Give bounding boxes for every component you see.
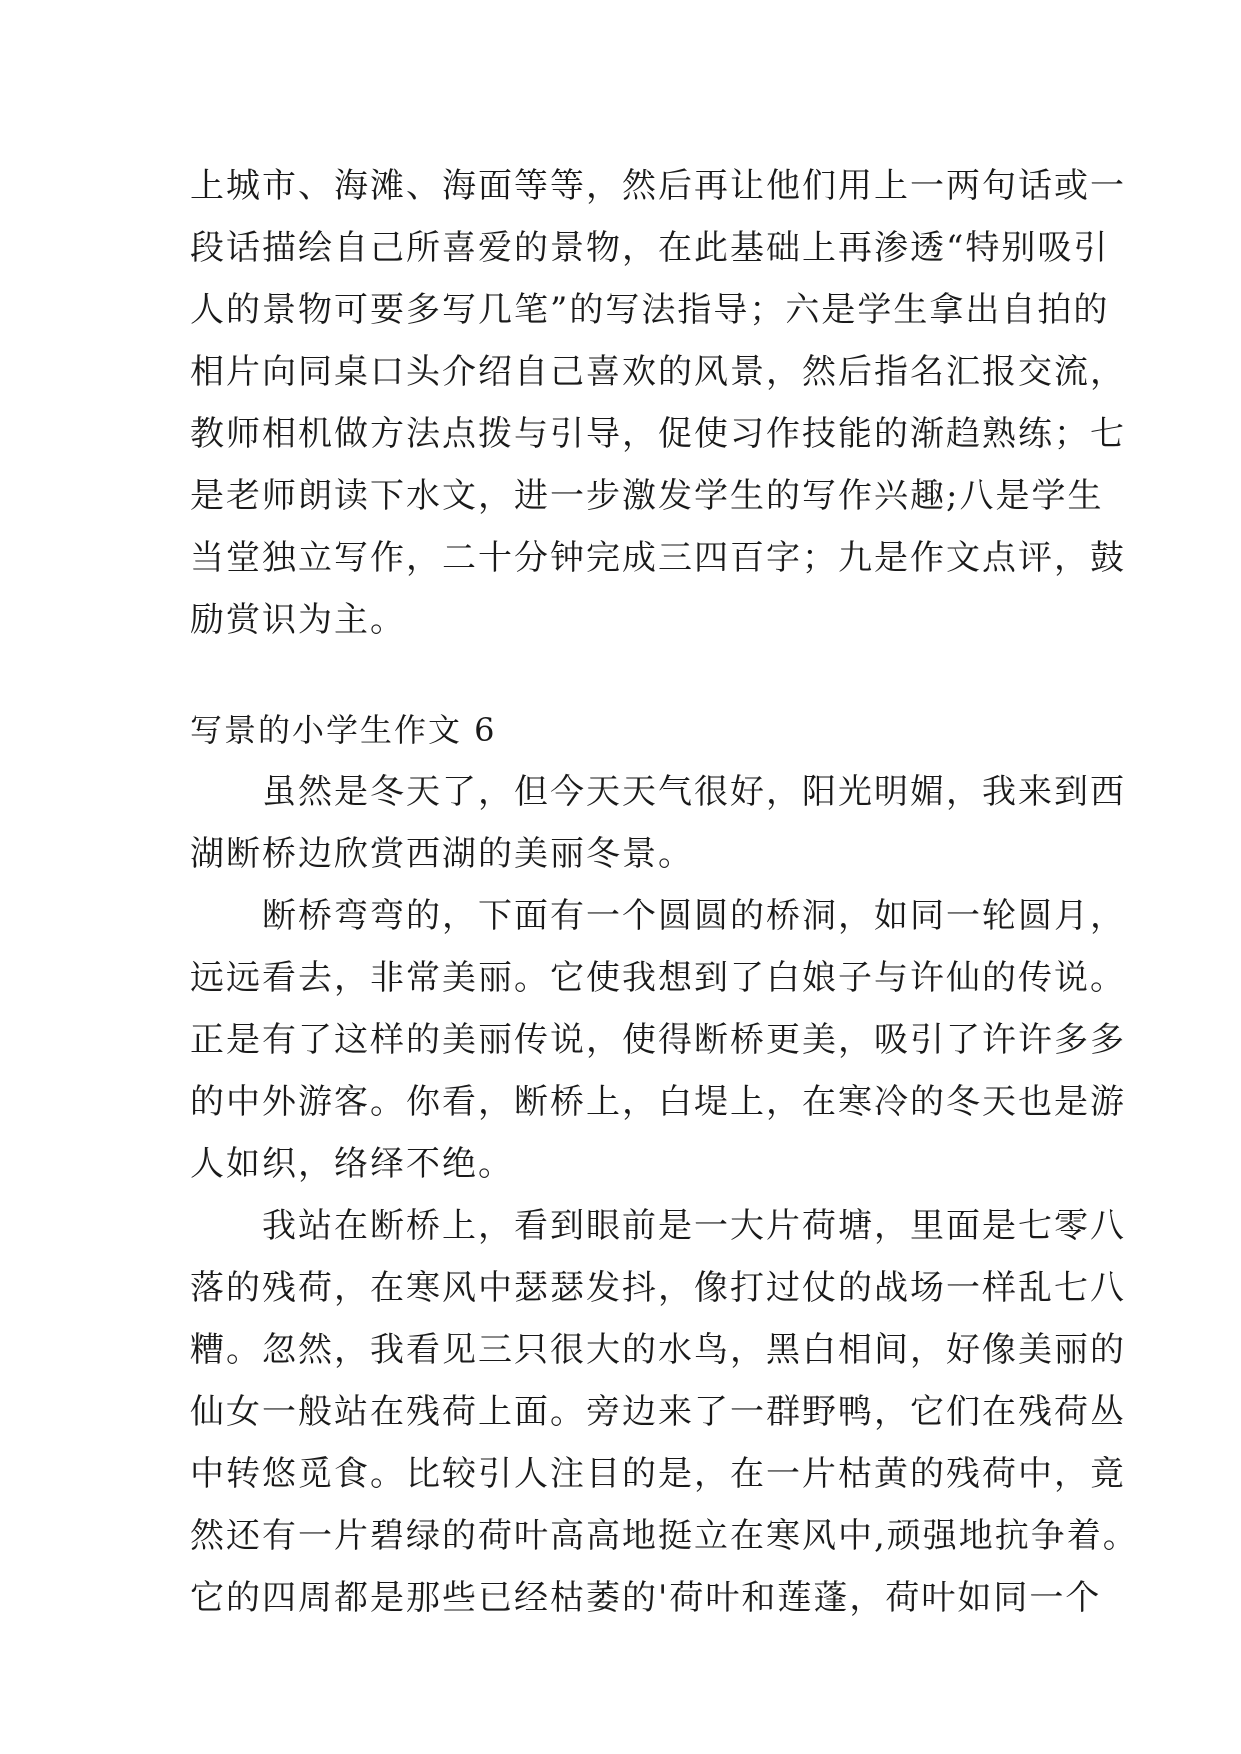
paragraph-3: [190, 1195, 1139, 1629]
text-line: 它的四周都是那些已经枯萎的'荷叶和莲蓬，荷叶如同一个: [190, 1578, 1102, 1618]
text-line: 远远看去，非常美丽。它使我想到了白娘子与许仙的传说。: [190, 958, 1126, 998]
text-line: 相片向同桌口头介绍自己喜欢的风景，然后指名汇报交流，: [190, 352, 1126, 392]
text-line: 湖断桥边欣赏西湖的美丽冬景。: [190, 834, 694, 874]
text-line: 落的残荷，在寒风中瑟瑟发抖，像打过仗的战场一样乱七八: [190, 1268, 1126, 1308]
text-line: 中转悠觅食。比较引人注目的是，在一片枯黄的残荷中，竟: [190, 1454, 1126, 1494]
text-line: 人如织，络绎不绝。: [190, 1144, 514, 1184]
text-line: 上城市、海滩、海面等等，然后再让他们用上一两句话或一: [190, 166, 1126, 206]
text-line: 糟。忽然，我看见三只很大的水鸟，黑白相间，好像美丽的: [190, 1330, 1126, 1370]
section-title: 写景的小学生作文 6: [190, 711, 497, 749]
text-line: 仙女一般站在残荷上面。旁边来了一群野鸭，它们在残荷丛: [190, 1392, 1126, 1432]
section-spacer: [190, 651, 1070, 699]
intro-paragraph: [190, 155, 1126, 651]
text-line: 是老师朗读下水文，进一步激发学生的写作兴趣;八是学生: [190, 476, 1104, 516]
text-line: 当堂独立写作，二十分钟完成三四百字；九是作文点评，鼓: [190, 538, 1126, 578]
paragraph-2: [190, 885, 1126, 1195]
text-line: 的中外游客。你看，断桥上，白堤上，在寒冷的冬天也是游: [190, 1082, 1126, 1122]
text-line: 虽然是冬天了，但今天天气很好，阳光明媚，我来到西: [190, 772, 1126, 812]
document-body: [190, 155, 1139, 1629]
text-line: 人的景物可要多写几笔”的写法指导；六是学生拿出自拍的: [190, 290, 1110, 330]
text-line: 断桥弯弯的，下面有一个圆圆的桥洞，如同一轮圆月，: [190, 896, 1126, 936]
text-line: 段话描绘自己所喜爱的景物，在此基础上再渗透“特别吸引: [190, 228, 1110, 268]
text-line: 我站在断桥上，看到眼前是一大片荷塘，里面是七零八: [190, 1206, 1126, 1246]
text-line: 教师相机做方法点拨与引导，促使习作技能的渐趋熟练；七: [190, 414, 1126, 454]
text-line: 励赏识为主。: [190, 600, 406, 640]
paragraph-1: [190, 761, 1126, 885]
text-line: 正是有了这样的美丽传说，使得断桥更美，吸引了许许多多: [190, 1020, 1126, 1060]
text-line: 然还有一片碧绿的荷叶高高地挺立在寒风中,顽强地抗争着。: [190, 1516, 1139, 1556]
